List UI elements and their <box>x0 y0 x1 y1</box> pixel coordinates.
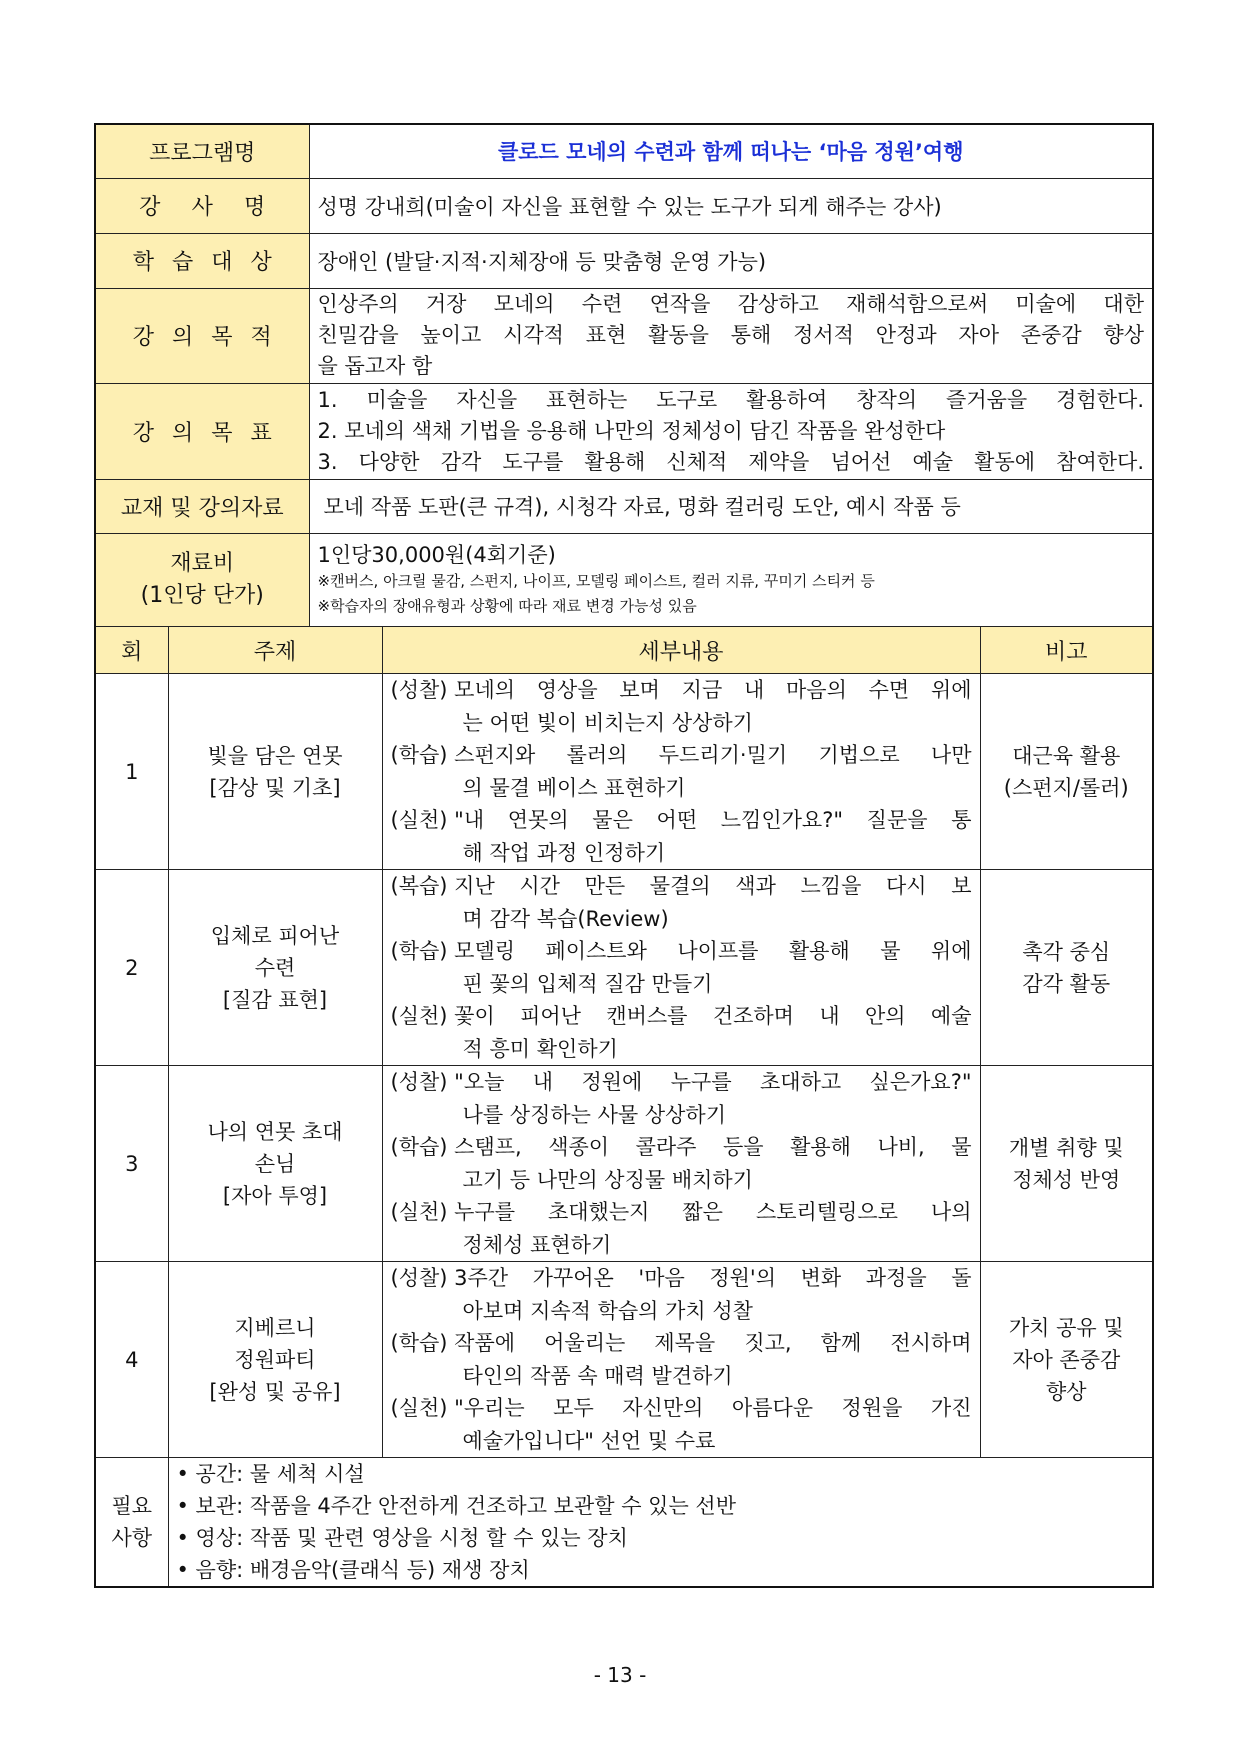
requirements-row <box>95 1458 1153 1588</box>
table-row <box>95 674 1153 870</box>
detail-tag: (실천) <box>390 1200 448 1224</box>
detail-line: 아보며 지속적 학습의 가치 성찰 <box>462 1298 753 1323</box>
goal-line: 3. 다양한 감각 도구를 활용해 신체적 제약을 넘어선 예술 활동에 참여한다. <box>317 449 1144 474</box>
list-item: • 보관: 작품을 4주간 안전하게 건조하고 보관할 수 있는 선반 <box>176 1494 736 1518</box>
target-label <box>95 233 309 288</box>
detail-item <box>391 1066 972 1131</box>
detail-line: 누구를 초대했는지 짧은 스토리텔링으로 나의 <box>454 1200 972 1224</box>
detail-line: 정체성 표현하기 <box>462 1232 612 1257</box>
detail-item <box>391 1327 972 1392</box>
list-item: • 영상: 작품 및 관련 영상을 시청 할 수 있는 장치 <box>176 1526 628 1550</box>
note-line: 개별 취향 및 <box>1008 1135 1124 1160</box>
detail-item <box>391 870 972 935</box>
table-row <box>95 1262 1153 1458</box>
detail-line: 지난 시간 만든 물결의 색과 느낌을 다시 보 <box>454 874 972 898</box>
header-detail: 세부내용 <box>382 627 980 674</box>
detail-item <box>391 1392 972 1457</box>
purpose-value <box>309 288 1153 383</box>
header-session: 회 <box>95 627 168 674</box>
session-note <box>980 870 1153 1066</box>
session-topic <box>168 674 382 870</box>
note-line: 대근육 활용 <box>1012 743 1121 768</box>
detail-item <box>391 1000 972 1065</box>
purpose-label <box>95 288 309 383</box>
program-name-label: 프로그램명 <box>95 124 309 178</box>
session-topic <box>168 870 382 1066</box>
page-number: - 13 - <box>593 1663 647 1687</box>
goal-line: 1. 미술을 자신을 표현하는 도구로 활용하여 창작의 즐거움을 경험한다. <box>317 387 1144 412</box>
session-detail <box>382 870 980 1066</box>
purpose-line: 친밀감을 높이고 시각적 표현 활동을 통해 정서적 안정과 자아 존중감 향상 <box>317 323 1144 347</box>
detail-item <box>391 674 972 739</box>
session-number: 2 <box>95 870 168 1066</box>
detail-item <box>391 739 972 804</box>
session-detail <box>382 674 980 870</box>
topic-line: 지베르니 <box>234 1315 316 1340</box>
detail-line: 적 흥미 확인하기 <box>462 1036 618 1061</box>
detail-line: 나를 상징하는 사물 상상하기 <box>462 1102 727 1127</box>
fee-label-line: (1인당 단가) <box>140 582 264 608</box>
requirements-list <box>168 1458 1153 1588</box>
list-item: • 음향: 배경음악(클래식 등) 재생 장치 <box>176 1558 530 1582</box>
detail-tag: (실천) <box>390 1396 448 1420</box>
detail-tag: (학습) <box>390 1135 448 1159</box>
requirements-label-line: 필요 <box>111 1494 153 1518</box>
detail-line: "오늘 내 정원에 누구를 초대하고 싶은가요?" <box>454 1070 972 1094</box>
topic-line: [질감 표현] <box>222 987 328 1012</box>
program-name-row <box>95 124 1153 178</box>
detail-line: 의 물결 베이스 표현하기 <box>462 775 686 800</box>
note-line: 가치 공유 및 <box>1008 1315 1124 1340</box>
schedule-header-row <box>95 627 1153 674</box>
detail-line: 모델링 페이스트와 나이프를 활용해 물 위에 <box>454 939 972 963</box>
goal-row <box>95 383 1153 479</box>
note-line: 자아 존중감 <box>1012 1347 1121 1372</box>
list-item: • 공간: 물 세척 시설 <box>176 1462 365 1486</box>
topic-line: 정원파티 <box>234 1347 316 1372</box>
table-row <box>95 870 1153 1066</box>
goal-label-text: 강 의 목 표 <box>132 420 278 446</box>
topic-line: 수련 <box>254 955 296 980</box>
program-info-table <box>94 123 1154 628</box>
session-number: 1 <box>95 674 168 870</box>
detail-line: 타인의 작품 속 매력 발견하기 <box>462 1363 733 1388</box>
fee-value <box>309 533 1153 627</box>
requirements-label-line: 사항 <box>111 1526 153 1550</box>
detail-tag: (성찰) <box>390 678 448 702</box>
detail-line: 예술가입니다" 선언 및 수료 <box>462 1428 716 1453</box>
topic-line: [감상 및 기초] <box>209 775 341 800</box>
materials-value: 모네 작품 도판(큰 규격), 시청각 자료, 명화 컬러링 도안, 예시 작품 등 <box>309 479 1153 533</box>
detail-line: 꽃이 피어난 캔버스를 건조하며 내 안의 예술 <box>454 1004 972 1028</box>
goal-value <box>309 383 1153 479</box>
instructor-label <box>95 178 309 233</box>
detail-line: "내 연못의 물은 어떤 느낌인가요?" 질문을 통 <box>454 808 972 832</box>
detail-line: 모네의 영상을 보며 지금 내 마음의 수면 위에 <box>454 678 972 702</box>
session-note <box>980 674 1153 870</box>
note-line: 감각 활동 <box>1022 971 1111 996</box>
detail-item <box>391 1262 972 1327</box>
detail-item <box>391 804 972 869</box>
note-line: 정체성 반영 <box>1012 1167 1121 1192</box>
detail-line: 3주간 가꾸어온 '마음 정원'의 변화 과정을 돌 <box>454 1266 972 1290</box>
schedule-table <box>94 626 1154 1588</box>
detail-line: 고기 등 나만의 상징물 배치하기 <box>462 1167 753 1192</box>
detail-tag: (학습) <box>390 939 448 963</box>
topic-line: 입체로 피어난 <box>210 923 340 948</box>
session-topic <box>168 1066 382 1262</box>
purpose-label-text: 강 의 목 적 <box>132 325 278 350</box>
materials-label: 교재 및 강의자료 <box>95 479 309 533</box>
detail-tag: (실천) <box>390 808 448 832</box>
instructor-value: 성명 강내희(미술이 자신을 표현할 수 있는 도구가 되게 해주는 강사) <box>309 178 1153 233</box>
target-label-text: 학 습 대 상 <box>132 250 278 275</box>
header-topic: 주제 <box>168 627 382 674</box>
detail-line: 해 작업 과정 인정하기 <box>462 840 666 865</box>
topic-line: [완성 및 공유] <box>209 1379 341 1404</box>
session-number: 3 <box>95 1066 168 1262</box>
instructor-row <box>95 178 1153 233</box>
detail-item <box>391 1196 972 1261</box>
topic-line: 손님 <box>254 1151 296 1176</box>
fee-row <box>95 533 1153 627</box>
detail-tag: (복습) <box>390 874 448 898</box>
topic-line: [자아 투영] <box>222 1183 328 1208</box>
topic-line: 나의 연못 초대 <box>207 1119 343 1144</box>
fee-label-line: 재료비 <box>170 550 235 576</box>
session-number: 4 <box>95 1262 168 1458</box>
session-note <box>980 1262 1153 1458</box>
detail-line: 며 감각 복습(Review) <box>462 906 669 931</box>
detail-line: 는 어떤 빛이 비치는지 상상하기 <box>462 710 753 735</box>
instructor-label-text: 강 사 명 <box>139 195 278 220</box>
detail-item <box>391 1131 972 1196</box>
note-line: (스펀지/롤러) <box>1003 775 1129 800</box>
fee-note: ※캔버스, 아크릴 물감, 스펀지, 나이프, 모델링 페이스트, 컬러 지류, 꾸미기 스티커 등 <box>317 571 875 590</box>
table-row <box>95 1066 1153 1262</box>
fee-label <box>95 533 309 627</box>
fee-note: ※학습자의 장애유형과 상황에 따라 재료 변경 가능성 있음 <box>317 596 697 615</box>
detail-line: 핀 꽃의 입체적 질감 만들기 <box>462 971 713 996</box>
session-detail <box>382 1262 980 1458</box>
requirements-label <box>95 1458 168 1588</box>
session-topic <box>168 1262 382 1458</box>
topic-line: 빛을 담은 연못 <box>207 743 343 768</box>
detail-item <box>391 935 972 1000</box>
purpose-line: 을 돕고자 함 <box>317 354 433 378</box>
program-title: 클로드 모네의 수련과 함께 떠나는 ‘마음 정원’여행 <box>309 124 1153 178</box>
detail-tag: (성찰) <box>390 1070 448 1094</box>
session-note <box>980 1066 1153 1262</box>
detail-tag: (실천) <box>390 1004 448 1028</box>
target-row <box>95 233 1153 288</box>
purpose-row <box>95 288 1153 383</box>
note-line: 향상 <box>1045 1379 1087 1404</box>
detail-line: 스탬프, 색종이 콜라주 등을 활용해 나비, 물 <box>454 1135 972 1159</box>
goal-label <box>95 383 309 479</box>
detail-line: 작품에 어울리는 제목을 짓고, 함께 전시하며 <box>454 1331 972 1355</box>
note-line: 촉각 중심 <box>1022 939 1111 964</box>
detail-line: 스펀지와 롤러의 두드리기·밀기 기법으로 나만 <box>454 743 972 767</box>
target-value: 장애인 (발달·지적·지체장애 등 맞춤형 운영 가능) <box>309 233 1153 288</box>
fee-main: 1인당30,000원(4회기준) <box>317 542 556 567</box>
session-detail <box>382 1066 980 1262</box>
detail-tag: (학습) <box>390 1331 448 1355</box>
materials-row <box>95 479 1153 533</box>
purpose-line: 인상주의 거장 모네의 수련 연작을 감상하고 재해석함으로써 미술에 대한 <box>317 292 1144 316</box>
detail-tag: (성찰) <box>390 1266 448 1290</box>
detail-line: "우리는 모두 자신만의 아름다운 정원을 가진 <box>454 1396 972 1420</box>
detail-tag: (학습) <box>390 743 448 767</box>
goal-line: 2. 모네의 색채 기법을 응용해 나만의 정체성이 담긴 작품을 완성한다 <box>317 418 946 443</box>
header-note: 비고 <box>980 627 1153 674</box>
